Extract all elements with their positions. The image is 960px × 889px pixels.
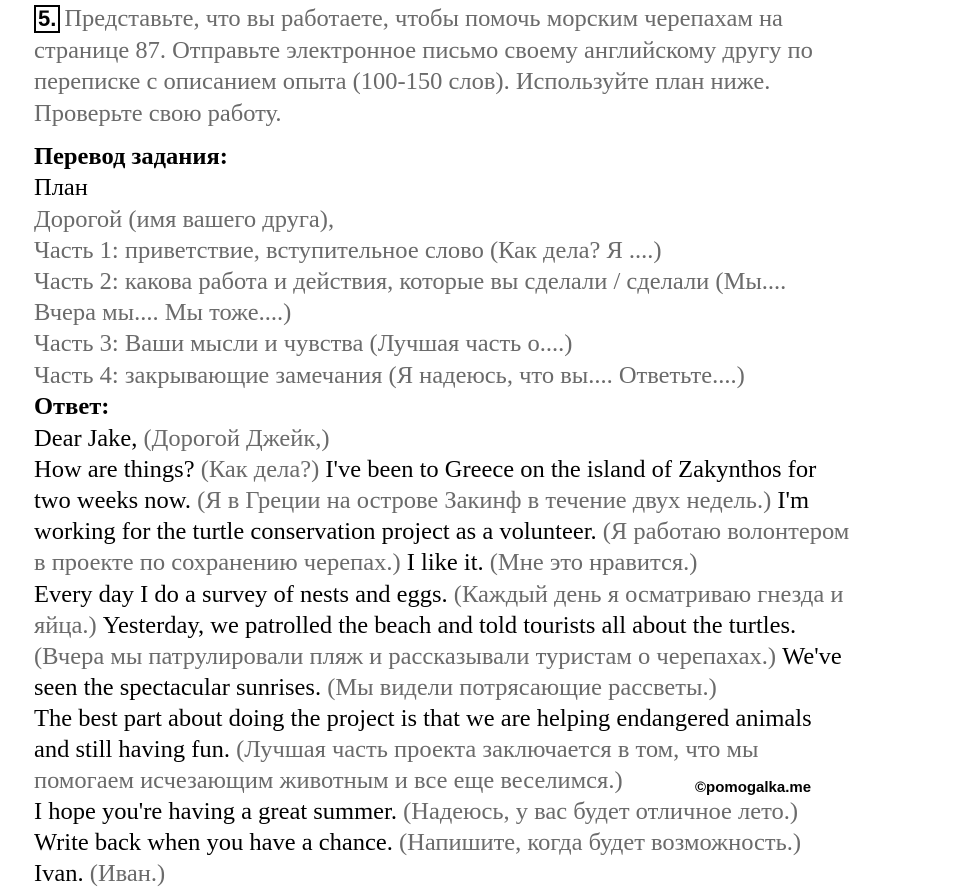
task-line-2: странице 87. Отправьте электронное письмо своему английскому другу по [34,37,813,64]
answer-translation: (Каждый день я осматриваю гнезда и [453,580,844,608]
plan-line: Часть 1: приветствие, вступительное слово (Как дела? Я ....) [34,237,662,264]
plan-title: План [34,174,88,201]
answer-line [34,796,798,827]
answer-english: I like it. [400,549,490,577]
answer-line [34,858,165,889]
task-text: Представьте, что вы работаете, чтобы помочь морским черепахам на [64,5,783,32]
answer-heading: Ответ: [34,393,110,420]
answer-translation: (Лучшая часть проекта заключается в том, что мы [236,736,759,763]
task-line-1 [34,3,783,34]
answer-translation: в проекте по сохранению черепах.) [34,549,401,577]
answer-translation: (Дорогой Джейк,) [143,425,330,452]
answer-english: Ivan. [34,860,90,888]
answer-line [34,516,849,547]
answer-english: How are things? [34,456,201,484]
answer-english: I'm [771,487,810,515]
answer-line [34,734,758,765]
task-line-4: Проверьте свою работу. [34,100,282,127]
answer-translation: (Надеюсь, у вас будет отличное лето.) [403,798,799,826]
answer-english: Dear Jake, [34,425,144,452]
answer-english: We've [776,642,842,670]
answer-line [34,827,801,858]
watermark: ©pomogalka.me [695,779,812,796]
plan-line: Часть 2: какова работа и действия, которые вы сделали / сделали (Мы.... [34,268,787,295]
task-number-box: 5. [34,5,60,33]
answer-line [34,579,843,610]
answer-line [34,485,809,516]
answer-translation: (Я работаю волонтером [602,518,850,546]
answer-line [34,423,330,454]
answer-english: Write back when you have a chance. [34,829,399,857]
answer-english: The best part about doing the project is that we are helping endangered animals [34,704,812,732]
answer-translation: (Вчера мы патрулировали пляж и рассказывали туристам о черепахах.) [34,642,777,670]
task-line-3: переписке с описанием опыта (100-150 слов). Используйте план ниже. [34,68,771,95]
plan-line: Дорогой (имя вашего друга), [34,206,335,233]
answer-translation: (Как дела?) [200,456,320,484]
answer-translation: (Я в Греции на острове Закинф в течение двух недель.) [197,487,772,515]
answer-english: Yesterday, we patrolled the beach and told tourists all about the turtles. [96,611,797,639]
answer-line [34,641,842,672]
plan-line: Часть 3: Ваши мысли и чувства (Лучшая часть о....) [34,330,573,357]
answer-line [34,547,697,578]
answer-line [34,765,623,796]
answer-translation: (Напишите, когда будет возможность.) [398,829,802,857]
answer-translation: (Мы видели потрясающие рассветы.) [327,673,717,701]
answer-english: I've been to Greece on the island of Zakynthos for [319,456,817,484]
plan-line: Часть 4: закрывающие замечания (Я надеюсь, что вы.... Ответьте....) [34,362,745,389]
answer-line [34,454,816,485]
answer-translation: (Иван.) [89,860,166,888]
answer-english: and still having fun. [34,736,237,763]
answer-translation: (Мне это нравится.) [489,549,698,577]
plan-line: Вчера мы.... Мы тоже....) [34,299,292,326]
answer-line [34,610,796,641]
answer-translation: помогаем исчезающим животным и все еще веселимся.) [34,767,623,795]
answer-english: two weeks now. [34,487,198,515]
translation-heading: Перевод задания: [34,143,228,170]
answer-english: Every day I do a survey of nests and eggs. [34,580,454,608]
answer-english: seen the spectacular sunrises. [34,673,328,701]
answer-line [34,703,812,734]
answer-english: working for the turtle conservation project as a volunteer. [34,518,603,546]
answer-line [34,672,717,703]
answer-english: I hope you're having a great summer. [34,798,404,826]
answer-translation: яйца.) [34,611,97,639]
